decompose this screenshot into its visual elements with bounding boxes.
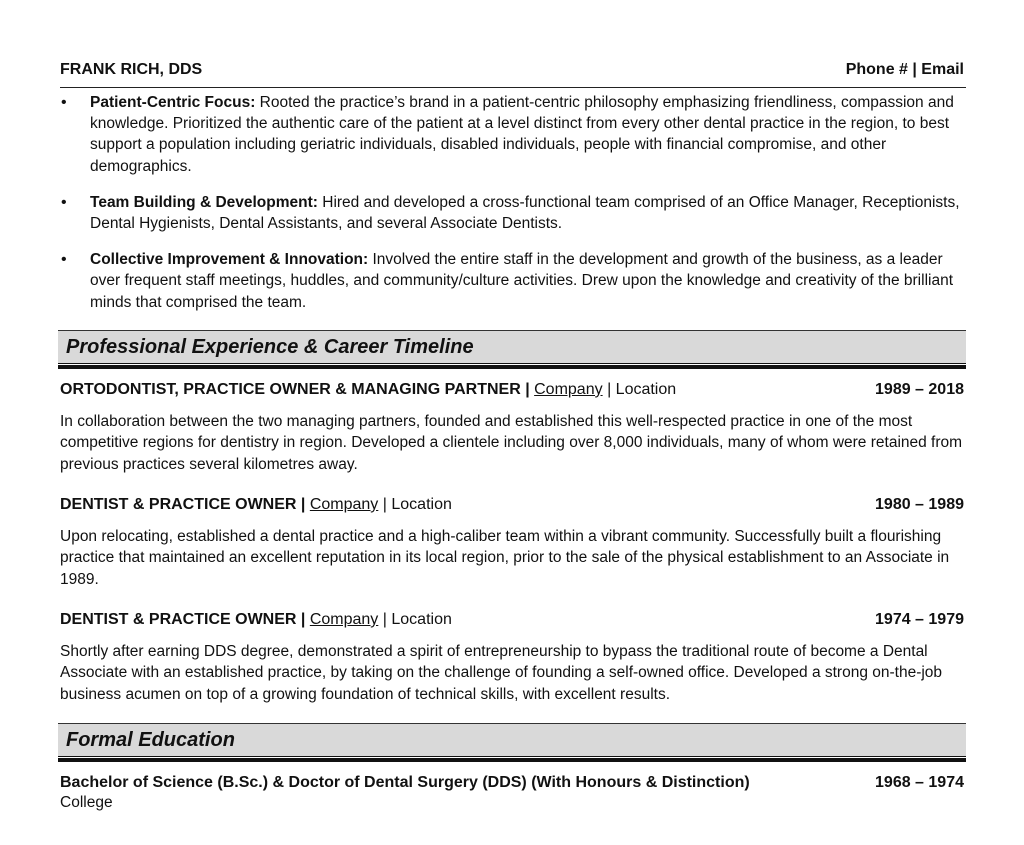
job-description: Shortly after earning DDS degree, demonstrated a spirit of entrepreneurship to bypass the traditional route of become a Dental Associate with an established practice, by taking on the challenge of founding a self-owned office. Developed a strong on-the-job business acumen on top of a growing foundation of technical skills, with excellent results. xyxy=(60,643,943,703)
job-header xyxy=(60,496,966,518)
candidate-name: FRANK RICH, DDS xyxy=(60,61,203,78)
job-location: | Location xyxy=(382,611,452,628)
job-dates: 1989 – 2018 xyxy=(875,381,964,398)
section-title: Formal Education xyxy=(66,729,235,751)
degree-title: Bachelor of Science (B.Sc.) & Doctor of Dental Surgery (DDS) (With Honours & Distinction) xyxy=(60,774,750,791)
highlight-title: Team Building & Development: xyxy=(90,193,318,211)
job-header xyxy=(60,381,966,403)
bullet-icon: • xyxy=(61,251,67,269)
job-dates: 1974 – 1979 xyxy=(875,611,964,628)
divider xyxy=(58,758,966,762)
bullet-icon: • xyxy=(61,94,67,111)
job-location: | Location xyxy=(607,381,677,398)
school-name: College xyxy=(60,794,113,811)
highlight-text: Hired and developed a cross-functional team comprised of an Office Manager, Receptionists, Dental Hygienists, Dental Assistants, and several Associate Dentists. xyxy=(90,193,960,233)
job-role: DENTIST & PRACTICE OWNER | xyxy=(60,611,306,628)
job-description: In collaboration between the two managing partners, founded and established this well-respected practice in one of the most competitive regions for dentistry in region. Developed a clientele including over 8,000 individuals, many of whom were retained from previous practices several kilometres away. xyxy=(60,413,963,473)
job-role: ORTODONTIST, PRACTICE OWNER & MANAGING PARTNER | xyxy=(60,381,530,398)
highlight-item xyxy=(60,192,966,234)
highlights-list xyxy=(60,92,966,328)
job-entry xyxy=(60,381,966,475)
job-description: Upon relocating, established a dental practice and a high-caliber team within a vibrant community. Successfully built a flourishing practice that maintained an excellent reputation in its local region, prior to the sale of the physical establishment to an Associate in 1989. xyxy=(60,528,950,588)
education-dates: 1968 – 1974 xyxy=(875,774,964,791)
experience-section-header xyxy=(58,330,966,363)
highlight-title: Patient-Centric Focus: xyxy=(90,94,256,111)
company-link[interactable]: Company xyxy=(309,611,379,628)
contact-info: Phone # | Email xyxy=(845,61,964,78)
section-title: Professional Experience & Career Timeline xyxy=(66,336,474,358)
company-link[interactable]: Company xyxy=(309,496,379,513)
company-link[interactable]: Company xyxy=(534,381,603,398)
divider xyxy=(58,756,966,757)
job-header xyxy=(60,611,966,633)
education-entry xyxy=(60,774,966,812)
highlight-item xyxy=(60,249,966,313)
job-role: DENTIST & PRACTICE OWNER | xyxy=(60,496,306,513)
job-dates: 1980 – 1989 xyxy=(875,496,964,513)
highlight-item xyxy=(60,92,966,177)
highlight-text: Rooted the practice’s brand in a patient-centric philosophy emphasizing friendliness, compassion and knowledge. Prioritized the authentic care of the patient at a level distinct from every other dental practice in the region, to best support a population including geriatric individuals, disabled individuals, people with financial compromise, and other demographics. xyxy=(90,94,954,175)
resume-header xyxy=(60,61,966,88)
highlight-text: Involved the entire staff in the development and growth of the business, as a leader over frequent staff meetings, huddles, and community/culture activities. Drew upon the knowledge and creativity of the brilliant minds that comprised the team. xyxy=(90,251,954,311)
education-section-header xyxy=(58,723,966,756)
divider xyxy=(58,365,966,369)
divider xyxy=(58,363,966,364)
job-entry xyxy=(60,496,966,590)
job-entry xyxy=(60,611,966,705)
bullet-icon: • xyxy=(61,193,67,211)
job-location: | Location xyxy=(382,496,452,513)
highlight-title: Collective Improvement & Innovation: xyxy=(90,251,369,269)
